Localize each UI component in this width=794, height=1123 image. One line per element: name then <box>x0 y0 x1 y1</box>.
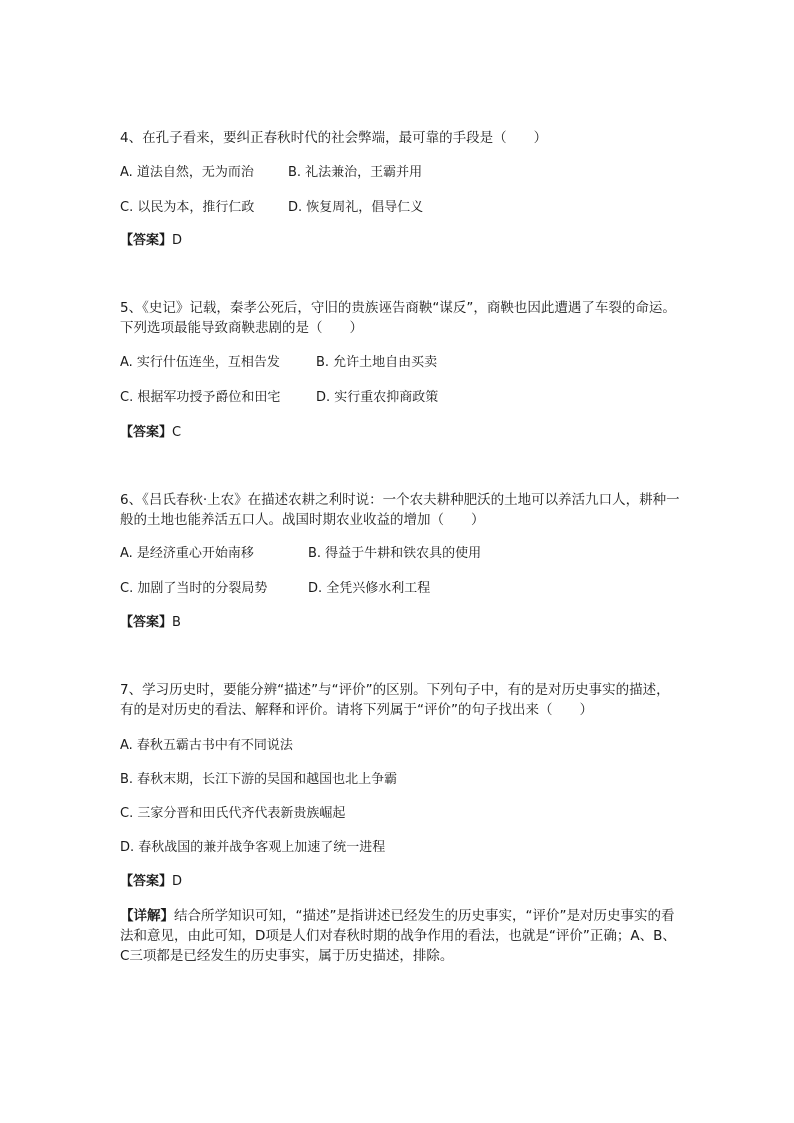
explain-tag: 【详解】 <box>120 908 174 924</box>
explanation <box>120 906 680 966</box>
option-a: A. 道法自然，无为而治 <box>120 165 254 180</box>
option-c: C. 根据军功授予爵位和田宅 <box>120 390 281 405</box>
question-stem: 5、《史记》记载，秦孝公死后，守旧的贵族诬告商鞅“谋反”，商鞅也因此遭遇了车裂的命运。下列选项最能导致商鞅悲剧的是（ ） <box>120 300 676 336</box>
answer-tag: 【答案】 <box>120 874 173 889</box>
question-6 <box>120 490 680 530</box>
option-b: B. 礼法兼治，王霸并用 <box>288 165 423 180</box>
answer-value: C <box>172 425 182 440</box>
option-row <box>120 545 481 563</box>
answer-tag: 【答案】 <box>120 425 173 440</box>
question-stem: 7、学习历史时，要能分辨“描述”与“评价”的区别。下列句子中，有的是对历史事实的描述，有的是对历史的看法、解释和评价。请将下列属于“评价”的句子找出来（ ） <box>120 682 670 718</box>
question-4 <box>120 128 680 148</box>
option-row <box>120 389 438 407</box>
answer-line <box>120 614 181 632</box>
answer-tag: 【答案】 <box>120 615 173 630</box>
option-a-row <box>120 737 293 755</box>
option-row <box>120 164 422 182</box>
option-b: B. 得益于牛耕和铁农具的使用 <box>308 546 482 561</box>
option-a: A. 是经济重心开始南移 <box>120 546 254 561</box>
option-d-row <box>120 839 385 857</box>
option-row <box>120 580 430 598</box>
question-7 <box>120 680 680 720</box>
option-c-row <box>120 805 345 823</box>
option-a: A. 春秋五霸古书中有不同说法 <box>120 738 293 753</box>
answer-line <box>120 873 182 891</box>
option-row <box>120 354 437 372</box>
option-b: B. 允许土地自由买卖 <box>316 355 438 370</box>
option-row <box>120 199 423 217</box>
option-c: C. 三家分晋和田氏代齐代表新贵族崛起 <box>120 806 346 821</box>
option-c: C. 加剧了当时的分裂局势 <box>120 581 268 596</box>
option-d: D. 实行重农抑商政策 <box>316 390 439 405</box>
question-stem: 6、《吕氏春秋·上农》在描述农耕之利时说：一个农夫耕种肥沃的土地可以养活九口人，耕种一般的土地也能养活五口人。战国时期农业收益的增加（ ） <box>120 492 680 528</box>
option-b: B. 春秋末期，长江下游的吴国和越国也北上争霸 <box>120 772 398 787</box>
option-d: D. 春秋战国的兼并战争客观上加速了统一进程 <box>120 840 386 855</box>
answer-tag: 【答案】 <box>120 233 173 248</box>
explain-text: 结合所学知识可知，“描述”是指讲述已经发生的历史事实，“评价”是对历史事实的看法和意见，由此可知，D项是人们对春秋时期的战争作用的看法，也就是“评价”正确；A、B、C三项都是已经发生的历史事实，属于历史描述，排除。 <box>120 908 676 964</box>
answer-value: D <box>172 233 183 248</box>
question-5 <box>120 298 680 338</box>
document-page <box>120 0 680 1123</box>
answer-value: D <box>172 874 183 889</box>
answer-line <box>120 232 182 250</box>
answer-value: B <box>172 615 181 630</box>
option-b-row <box>120 771 397 789</box>
question-stem: 4、在孔子看来，要纠正春秋时代的社会弊端，最可靠的手段是（ ） <box>120 130 548 146</box>
option-a: A. 实行什伍连坐，互相告发 <box>120 355 280 370</box>
option-c: C. 以民为本，推行仁政 <box>120 200 255 215</box>
option-d: D. 恢复周礼，倡导仁义 <box>288 200 424 215</box>
answer-line <box>120 424 181 442</box>
option-d: D. 全凭兴修水利工程 <box>308 581 431 596</box>
